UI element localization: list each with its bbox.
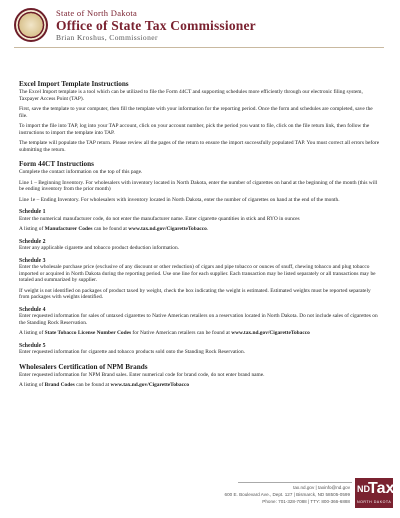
npm-codes-paragraph: A listing of Brand Codes can be found at www.tax.nd.gov/CigaretteTobacco	[19, 382, 190, 388]
npm-paragraph: Enter requested information for NPM Brand sales. Enter numerical code for brand code, do not enter brand name.	[19, 371, 265, 378]
footer-phone: Phone: 701-328-7088 | TTY: 800-366-6888	[262, 499, 350, 504]
schedule-2-paragraph: Enter any applicable cigarette and tobacco product deduction information.	[19, 245, 180, 251]
intro-paragraph: First, save the template to your computer, then fill the template with your information for the reporting period. Once the form and schedules are completed, save the file.	[19, 106, 373, 119]
form44ct-title: Form 44CT Instructions	[19, 160, 94, 168]
schedule-3-paragraph: If weight is not identified on packages of product taxed by weight, check the box indicating the weight is estimated. Estimated weights must be reported separately from packages with weights identified.	[19, 287, 371, 300]
intro-paragraph: The template will populate the TAP return. Please review all the pages of the return to ensure the import successfully populated TAP. You must correct all errors before submitting the return.	[19, 140, 380, 153]
schedule-2-title: Schedule 2	[19, 238, 46, 245]
commissioner-name: Brian Kroshus, Commissioner	[56, 33, 158, 42]
letterhead	[14, 8, 394, 52]
form44ct-paragraph: Complete the contact information on the top of this page.	[19, 169, 143, 175]
schedule-3-paragraph: Enter the wholesale purchase price (exclusive of any discount or other reduction) of cigars and pipe tobacco or ounces of snuff, chewing tobacco and plug tobacco imported or acquired in North Dakota during the reporting period. Use one line for each supplier. Each transaction may be listed separately or all transactions may be totaled and summarized by supplier.	[19, 264, 376, 283]
footer-address: 600 E. Boulevard Ave., Dept. 127 | Bismarck, ND 58505-0599	[224, 492, 350, 497]
schedule-1-paragraph: Enter the numerical manufacturer code, do not enter the manufacturer name. Enter cigarette quantities in stick and RYO in ounces	[19, 215, 300, 222]
cigarette-tobacco-link[interactable]: www.tax.nd.gov/CigaretteTobacco	[231, 330, 310, 336]
schedule-3-title: Schedule 3	[19, 257, 46, 264]
schedule-4-title: Schedule 4	[19, 306, 46, 313]
cigarette-tobacco-link[interactable]: www.tax.nd.gov/CigaretteTobacco	[110, 382, 190, 388]
footer-contact	[225, 484, 350, 505]
office-name: Office of State Tax Commissioner	[56, 18, 256, 33]
form44ct-paragraph: Line 1 – Beginning Inventory. For wholesalers with inventory located in North Dakota, enter the number of cigarettes on hand at the beginning of the month (this will be ending inventory from the prior month)	[19, 179, 378, 192]
brand-codes-label: Brand Codes	[44, 382, 75, 388]
schedule-5-paragraph: Enter requested information for cigarette and tobacco products sold onto the Standing Rock Reservation.	[19, 349, 246, 355]
schedule-4-paragraph: Enter requested information for sales of untaxed cigarettes to Native American retailers on a reservation located in North Dakota. Do not include sales of cigarettes on the Standing Rock Reservation.	[19, 313, 378, 326]
header-divider	[14, 47, 384, 48]
footer-divider	[238, 482, 352, 483]
document-body	[19, 80, 381, 393]
intro-paragraph: To import the file into TAP, log into your TAP account, click on your account number, pick the period you want to file, click on the file return link, then follow the instructions to import the template into TAP.	[19, 123, 370, 136]
schedule-4-codes-paragraph: A listing of State Tobacco License Number Codes for Native American retailers can be found at www.tax.nd.gov/CigaretteTobacco	[19, 330, 310, 336]
state-seal-logo	[14, 8, 48, 42]
schedule-5-title: Schedule 5	[19, 342, 46, 349]
state-name: State of North Dakota	[56, 8, 138, 18]
letterhead-text	[56, 8, 256, 43]
footer-web-email: tax.nd.gov | taxinfo@nd.gov	[293, 485, 350, 490]
intro-title: Excel Import Template Instructions	[19, 80, 129, 88]
schedule-1-title: Schedule 1	[19, 209, 46, 215]
npm-title: Wholesalers Certification of NPM Brands	[19, 362, 148, 371]
license-codes-label: State Tobacco License Number Codes	[44, 330, 132, 336]
cigarette-tobacco-link[interactable]: www.tax.nd.gov/CigaretteTobacco	[128, 226, 207, 232]
manufacturer-codes-label: Manufacturer Codes	[44, 226, 93, 232]
schedule-1-codes-paragraph: A listing of Manufacturer Codes can be found at www.tax.nd.gov/CigaretteTobacco.	[19, 226, 209, 232]
nd-tax-logo: ND Tax NORTH DAKOTA	[355, 478, 393, 508]
intro-paragraph: The Excel Import template is a tool which can be utilized to file the Form 44CT and supporting schedules more efficiently through our electronic filing system, Taxpayer Access Point (TAP).	[19, 89, 363, 102]
form44ct-paragraph: Line 1e – Ending Inventory. For wholesalers with inventory located in North Dakota, enter the number of cigarettes on hand at the end of the month.	[19, 196, 340, 203]
